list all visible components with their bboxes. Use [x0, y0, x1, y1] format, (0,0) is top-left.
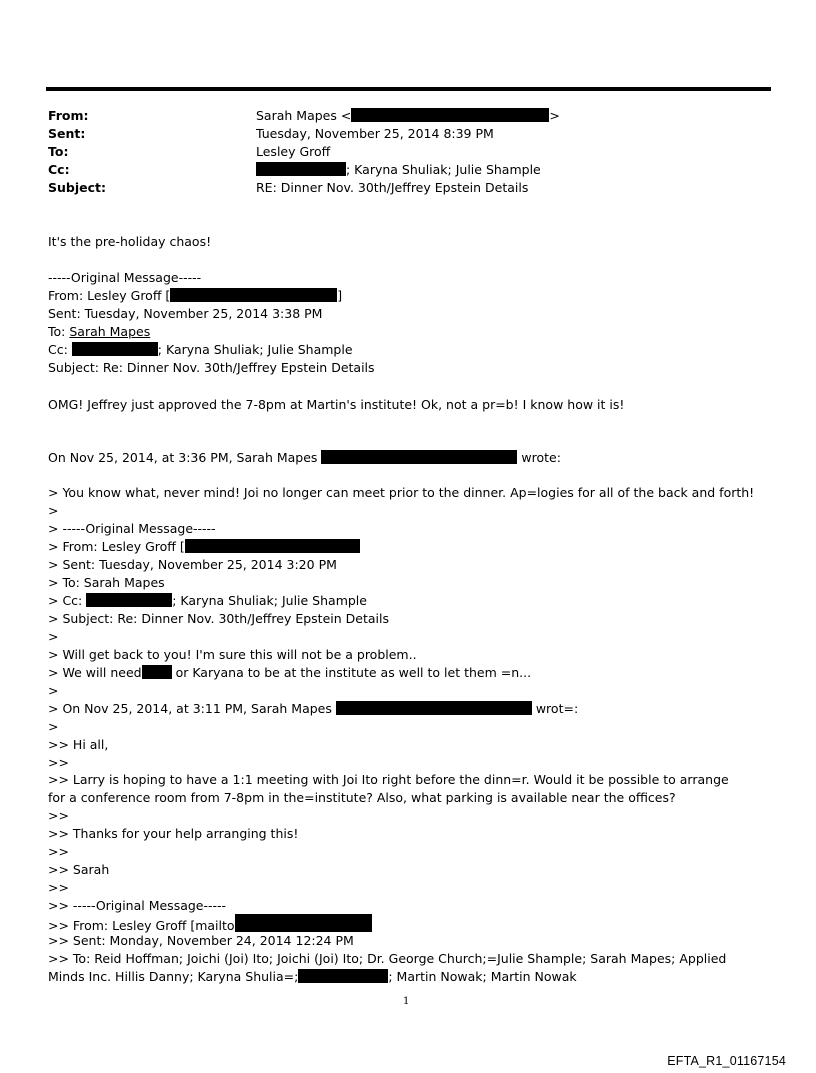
original-message-divider: >> -----Original Message----- — [48, 898, 227, 913]
body-line: > — [48, 683, 59, 698]
body-line: > — [48, 719, 59, 734]
redaction-box — [235, 914, 372, 932]
from-name: Sarah Mapes < — [256, 108, 352, 123]
body-line: >> Sarah — [48, 862, 110, 877]
body-paragraph: >> Larry is hoping to have a 1:1 meeting with Joi Ito right before the dinn=r. Would it be possible to arrange for a conference room from 7-8pm in the=institute? Also, what parking is available near the offices? — [48, 772, 729, 805]
body-line: Subject: Re: Dinner Nov. 30th/Jeffrey Epstein Details — [48, 360, 375, 375]
body-line: > On Nov 25, 2014, at 3:11 PM, Sarah Mapes wrot=: — [48, 701, 579, 716]
redaction-box — [321, 450, 517, 464]
from-close: > — [549, 108, 560, 123]
body-line: >> — [48, 880, 69, 895]
redaction-box — [298, 969, 388, 983]
original-message-divider: -----Original Message----- — [48, 270, 202, 285]
body-line: Sent: Tuesday, November 25, 2014 3:38 PM — [48, 306, 323, 321]
body-line: It's the pre-holiday chaos! — [48, 234, 212, 249]
body-line: >> — [48, 844, 69, 859]
body-line: > You know what, never mind! Joi no longer can meet prior to the dinner. Ap=logies for all of the back and forth! — [48, 485, 755, 500]
body-line: To: Sarah Mapes — [48, 324, 151, 339]
body-line: > Will get back to you! I'm sure this will not be a problem.. — [48, 647, 417, 662]
redaction-box — [185, 539, 360, 553]
redaction-box — [86, 593, 172, 607]
body-line: > Subject: Re: Dinner Nov. 30th/Jeffrey Epstein Details — [48, 611, 389, 626]
redaction-box — [336, 701, 532, 715]
cc-value — [256, 161, 541, 179]
body-line: >> From: Lesley Groff [mailto — [48, 914, 372, 935]
cc-label: Cc: — [48, 162, 70, 177]
body-line: >> — [48, 755, 69, 770]
body-line: From: Lesley Groff [ ] — [48, 288, 343, 303]
redaction-box — [351, 108, 549, 122]
subject-value: RE: Dinner Nov. 30th/Jeffrey Epstein Details — [256, 180, 529, 195]
sent-value: Tuesday, November 25, 2014 8:39 PM — [256, 126, 494, 141]
body-line: > Sent: Tuesday, November 25, 2014 3:20 PM — [48, 557, 337, 572]
body-line: > Cc: ; Karyna Shuliak; Julie Shample — [48, 593, 367, 608]
body-line: > We will need or Karyana to be at the institute as well to let them =n... — [48, 665, 532, 680]
body-line: > To: Sarah Mapes — [48, 575, 165, 590]
body-line: On Nov 25, 2014, at 3:36 PM, Sarah Mapes wrote: — [48, 450, 561, 465]
redaction-box — [72, 342, 158, 356]
body-line: > — [48, 503, 59, 518]
body-line: > — [48, 629, 59, 644]
from-value — [256, 107, 560, 125]
sent-label: Sent: — [48, 126, 86, 141]
body-line: >> Sent: Monday, November 24, 2014 12:24 PM — [48, 933, 354, 948]
redaction-box — [170, 288, 337, 302]
body-paragraph: >> To: Reid Hoffman; Joichi (Joi) Ito; Joichi (Joi) Ito; Dr. George Church;=Julie Shample; Sarah Mapes; Applied Minds Inc. Hillis Danny; Karyna Shulia=; ; Martin Nowak; Martin Nowak — [48, 951, 727, 984]
to-link[interactable]: Sarah Mapes — [69, 324, 151, 339]
body-line: >> — [48, 808, 69, 823]
redaction-box — [142, 665, 172, 679]
body-line: >> Thanks for your help arranging this! — [48, 826, 299, 841]
header-rule — [46, 87, 771, 91]
bates-number: EFTA_R1_01167154 — [667, 1054, 786, 1068]
page-number: 1 — [403, 996, 410, 1007]
to-label: To: — [48, 144, 69, 159]
original-message-divider: > -----Original Message----- — [48, 521, 216, 536]
cc-names: ; Karyna Shuliak; Julie Shample — [346, 162, 541, 177]
to-value: Lesley Groff — [256, 144, 331, 159]
body-line: > From: Lesley Groff [ — [48, 538, 360, 556]
subject-label: Subject: — [48, 180, 106, 195]
from-label: From: — [48, 108, 89, 123]
body-line: Cc: ; Karyna Shuliak; Julie Shample — [48, 342, 353, 357]
body-line: >> Hi all, — [48, 737, 109, 752]
redaction-box — [256, 162, 346, 176]
body-line: OMG! Jeffrey just approved the 7-8pm at Martin's institute! Ok, not a pr=b! I know how it is! — [48, 397, 625, 412]
